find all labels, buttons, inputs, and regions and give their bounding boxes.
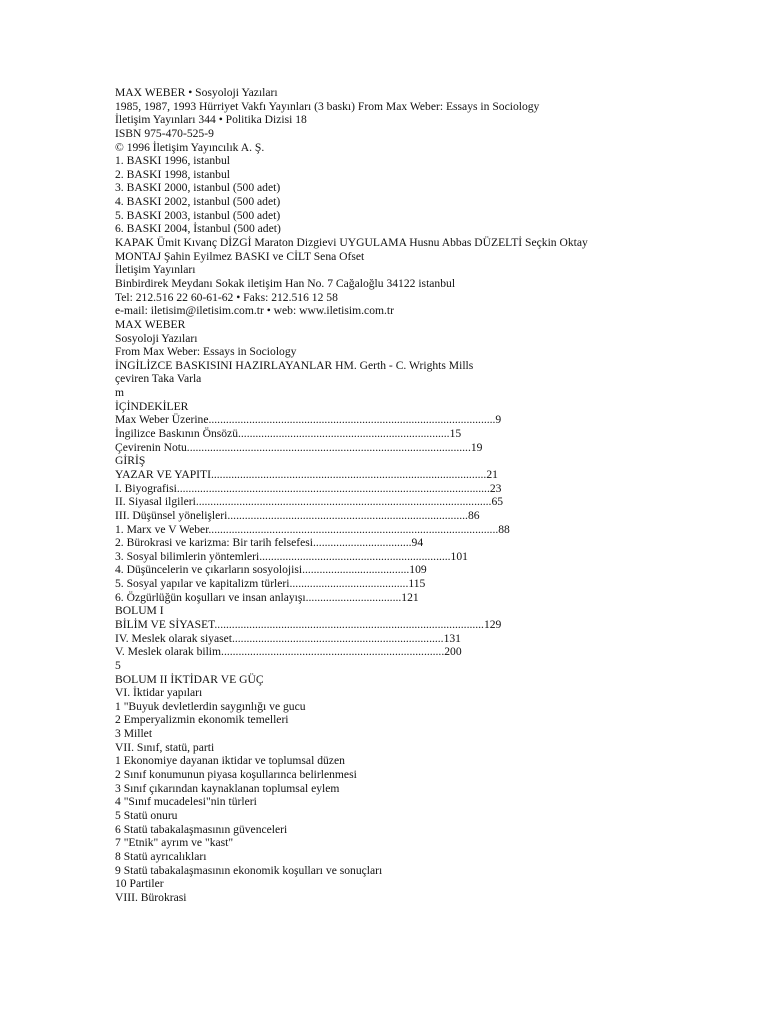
text-line: 10 Partiler bbox=[115, 877, 164, 891]
text-line: 6. BASKI 2004, İstanbul (500 adet) bbox=[115, 222, 281, 236]
text-line: VIII. Bürokrasi bbox=[115, 890, 187, 904]
text-line: I. Biyografisi............................................................................................................23 bbox=[115, 481, 502, 495]
text-line: MONTAJ Şahin Eyilmez BASKI ve CİLT Sena Ofset bbox=[115, 249, 365, 263]
text-line: 9 Statü tabakalaşmasının ekonomik koşulları ve sonuçları bbox=[115, 863, 383, 877]
text-line: 8 Statü ayrıcalıkları bbox=[115, 849, 207, 863]
text-line: İletişim Yayınları bbox=[115, 263, 196, 277]
text-line: 1 "Buyuk devletlerdin saygınlığı ve gucu bbox=[115, 699, 306, 713]
text-line: İngilizce Baskının Önsözü.........................................................................15 bbox=[115, 427, 462, 441]
text-line: Çevirenin Notu..................................................................................................19 bbox=[115, 440, 483, 454]
text-line: BOLUM I bbox=[115, 604, 164, 618]
text-line: GİRİŞ bbox=[115, 454, 146, 468]
text-line: © 1996 İletişim Yayıncılık A. Ş. bbox=[115, 140, 265, 154]
text-line: 2. Bürokrasi ve karizma: Bir tarih felsefesi..................................94 bbox=[115, 536, 424, 550]
text-line: VI. İktidar yapıları bbox=[115, 686, 203, 700]
text-line: 5. BASKI 2003, istanbul (500 adet) bbox=[115, 208, 281, 222]
text-line: IV. Meslek olarak siyaset.........................................................................131 bbox=[115, 631, 461, 645]
text-line: YAZAR VE YAPITI...............................................................................................21 bbox=[115, 467, 498, 481]
text-line: 6. Özgürlüğün koşulları ve insan anlayışı.................................121 bbox=[115, 590, 419, 604]
text-line: 4. BASKI 2002, istanbul (500 adet) bbox=[115, 195, 281, 209]
text-line: 5. Sosyal yapılar ve kapitalizm türleri.........................................115 bbox=[115, 577, 426, 591]
text-line: çeviren Taka Varla bbox=[115, 372, 202, 386]
text-line: V. Meslek olarak bilim.............................................................................200 bbox=[115, 645, 462, 659]
text-line: Binbirdirek Meydanı Sokak iletişim Han No. 7 Cağaloğlu 34122 istanbul bbox=[115, 276, 456, 290]
text-line: Sosyoloji Yazıları bbox=[115, 331, 198, 345]
text-line: 1 Ekonomiye dayanan iktidar ve toplumsal düzen bbox=[115, 754, 345, 768]
text-line: m bbox=[115, 386, 125, 400]
text-line: From Max Weber: Essays in Sociology bbox=[115, 345, 297, 359]
text-line: 1985, 1987, 1993 Hürriyet Vakfı Yayınları (3 baskı) From Max Weber: Essays in Sociology bbox=[115, 99, 540, 113]
text-line: 3. BASKI 2000, istanbul (500 adet) bbox=[115, 181, 281, 195]
text-line: 2 Sınıf konumunun piyasa koşullarınca belirlenmesi bbox=[115, 768, 357, 782]
text-line: 2 Emperyalizmin ekonomik temelleri bbox=[115, 713, 289, 727]
text-line: 1. Marx ve V Weber....................................................................................................88 bbox=[115, 522, 510, 536]
text-line: II. Siyasal ilgileri......................................................................................................65 bbox=[115, 495, 504, 509]
text-line: 4 "Sınıf mucadelesi"nin türleri bbox=[115, 795, 257, 809]
text-line: 7 "Etnik" ayrım ve "kast" bbox=[115, 836, 234, 850]
text-line: Tel: 212.516 22 60-61-62 • Faks: 212.516 12 58 bbox=[115, 290, 338, 304]
text-line: BOLUM II İKTİDAR VE GÜÇ bbox=[115, 672, 264, 686]
text-line: 2. BASKI 1998, istanbul bbox=[115, 167, 230, 181]
text-line: MAX WEBER • Sosyoloji Yazıları bbox=[115, 86, 278, 99]
document-page bbox=[115, 86, 755, 904]
text-line: 3 Millet bbox=[115, 727, 153, 741]
text-line: MAX WEBER bbox=[115, 317, 186, 331]
text-line: 6 Statü tabakalaşmasının güvenceleri bbox=[115, 822, 288, 836]
text-line: e-mail: iletisim@iletisim.com.tr • web: www.iletisim.com.tr bbox=[115, 304, 394, 318]
text-line: 5 bbox=[115, 658, 121, 672]
text-line: VII. Sınıf, statü, parti bbox=[115, 740, 215, 754]
text-line: 4. Düşüncelerin ve çıkarların sosyolojisi.....................................109 bbox=[115, 563, 427, 577]
text-line: İÇİNDEKİLER bbox=[115, 399, 189, 413]
text-line: III. Düşünsel yönelişleri...................................................................................86 bbox=[115, 508, 480, 522]
text-line: ISBN 975-470-525-9 bbox=[115, 126, 214, 140]
text-line: KAPAK Ümit Kıvanç DİZGİ Maraton Dizgievi UYGULAMA Husnu Abbas DÜZELTİ Seçkin Oktay bbox=[115, 236, 588, 250]
text-line: BİLİM VE SİYASET.............................................................................................129 bbox=[115, 617, 502, 631]
text-line: İletişim Yayınları 344 • Politika Dizisi 18 bbox=[115, 113, 307, 127]
text-line: 1. BASKI 1996, istanbul bbox=[115, 154, 230, 168]
text-line: Max Weber Üzerine...................................................................................................9 bbox=[115, 413, 502, 427]
text-line: 3. Sosyal bilimlerin yöntemleri..................................................................101 bbox=[115, 549, 468, 563]
text-line: 3 Sınıf çıkarından kaynaklanan toplumsal eylem bbox=[115, 781, 340, 795]
text-line: 5 Statü onuru bbox=[115, 808, 178, 822]
text-line: İNGİLİZCE BASKISINI HAZIRLAYANLAR HM. Gerth - C. Wrights Mills bbox=[115, 358, 474, 372]
